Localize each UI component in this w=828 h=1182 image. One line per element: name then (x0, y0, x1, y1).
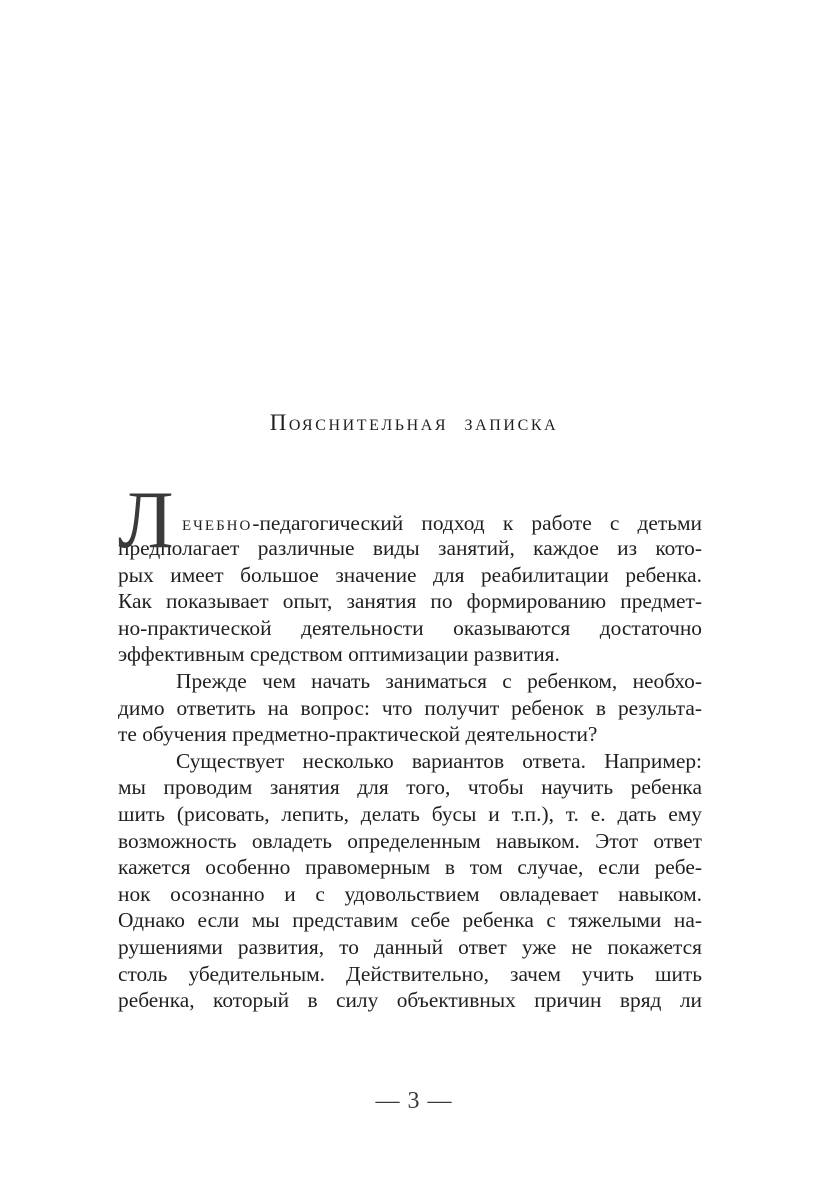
first-word-small-caps: ечебно (182, 511, 253, 535)
text-line: эффективным средством оптимизации развития. (118, 642, 560, 667)
text-line: те обучения предметно-практической деятельности? (118, 722, 598, 747)
text-line: кажется особенно правомерным в том случае, если ребе- (118, 855, 702, 880)
text-line: но-практической деятельности оказываются достаточно (118, 615, 702, 640)
page-number: — 3 — (375, 1088, 453, 1114)
text-line: рушениями развития, то данный ответ уже не покажется (118, 934, 702, 959)
drop-cap-line (182, 510, 702, 537)
text-line: предполагает различные виды занятий, каждое из кото- (118, 536, 702, 560)
text-line: ребенка, который в силу объективных причин вряд ли (118, 988, 702, 1013)
paragraph-3 (118, 748, 702, 1014)
text-line: Однако если мы представим себе ребенка с тяжелыми на- (118, 908, 702, 933)
text-line: возможность овладеть определенным навыком. Этот ответ (118, 828, 702, 853)
text-line: шить (рисовать, лепить, делать бусы и т.п.), т. е. дать ему (118, 801, 702, 826)
text-line: Существует несколько вариантов ответа. Например: (176, 748, 702, 773)
text-line: димо ответить на вопрос: что получит ребенок в результа- (118, 695, 702, 720)
body-text (118, 474, 702, 1014)
text-line: столь убедительным. Действительно, зачем учить шить (118, 961, 702, 986)
text-line: мы проводим занятия для того, чтобы научить ребенка (118, 775, 702, 800)
text-line: нок осознанно и с удовольствием овладевает навыком. (118, 881, 702, 906)
drop-cap: Л (118, 474, 174, 565)
text-line: Как показывает опыт, занятия по формированию предмет- (118, 589, 702, 614)
text-line: рых имеет большое значение для реабилитации ребенка. (118, 562, 702, 587)
paragraph-1 (118, 474, 702, 668)
paragraph-2 (118, 668, 702, 748)
first-line-rest: -педагогический подход к работе с детьми (252, 511, 702, 535)
text-line: Прежде чем начать заниматься с ребенком, необхо- (176, 668, 702, 693)
section-heading: Пояснительная записка (269, 410, 559, 435)
